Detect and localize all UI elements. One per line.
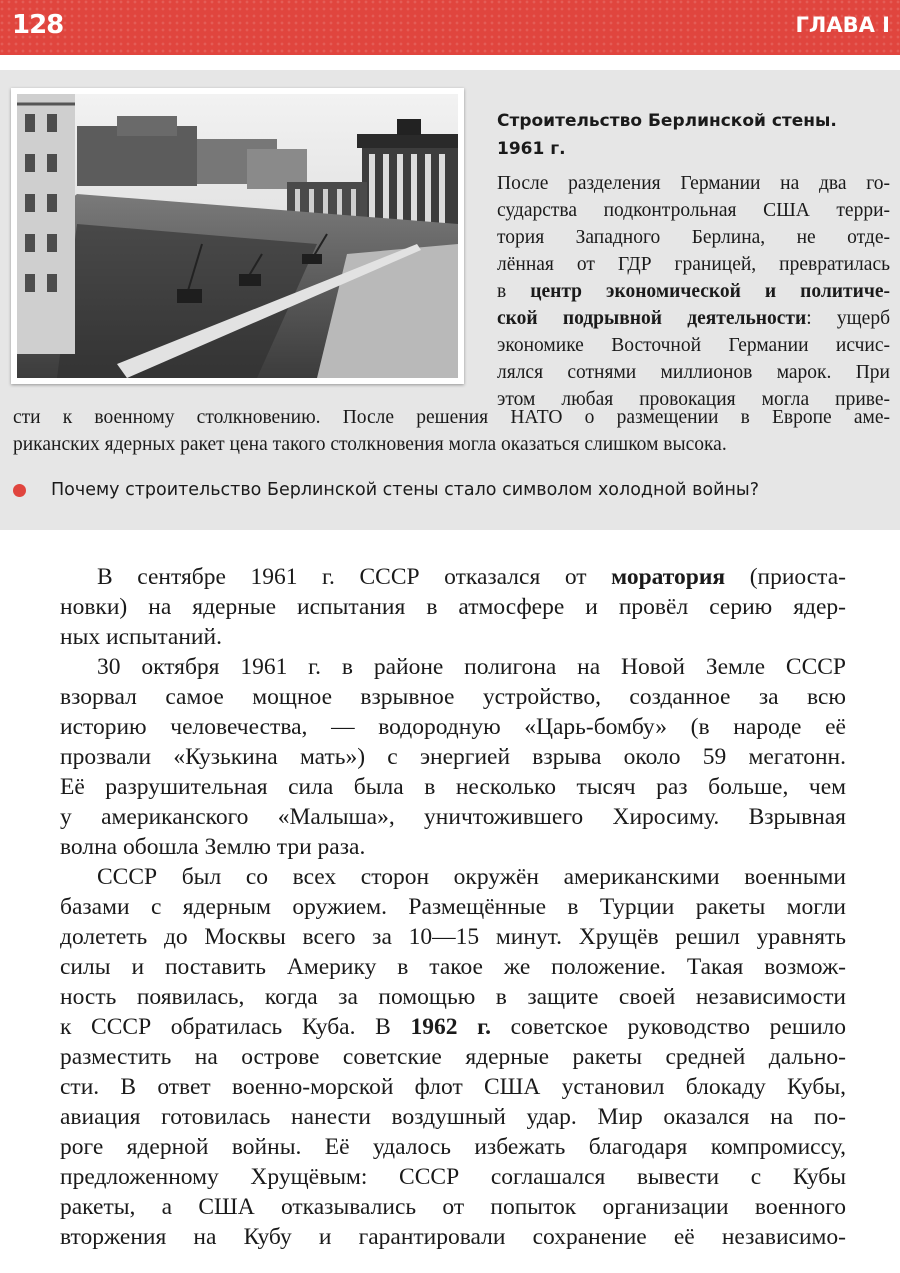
box-title	[497, 107, 877, 163]
paragraph-line: Её разрушительная сила была в несколько тысяч раз больше, чем	[60, 774, 846, 800]
box-text-line: тория Западного Берлина, не отде-	[497, 227, 890, 248]
info-box	[0, 70, 900, 530]
box-title-line-2: 1961 г.	[497, 139, 566, 159]
box-text-line: этом любая провокация могла приве-	[497, 389, 890, 410]
box-text	[497, 170, 890, 413]
box-text-continued	[13, 404, 890, 458]
paragraph-line: вторжения на Кубу и гарантировали сохранение её независимо-	[60, 1224, 846, 1250]
bold-term: 1962 г.	[410, 1014, 491, 1040]
box-text-line: лялся сотнями миллионов марок. При	[497, 362, 890, 383]
question-text: Почему строительство Берлинской стены стало символом холодной войны?	[51, 480, 760, 500]
box-text-line: экономике Восточной Германии исчис-	[497, 335, 890, 356]
paragraph-line: сти. В ответ военно-морской флот США установил блокаду Кубы,	[60, 1074, 846, 1100]
paragraph-line	[60, 1012, 846, 1042]
paragraph-line: СССР был со всех сторон окружён американскими военными	[97, 864, 846, 890]
box-text-line	[497, 278, 890, 305]
paragraph-line: авиация готовилась нанести воздушный удар. Мир оказался на по-	[60, 1104, 846, 1130]
paragraph-line: ракеты, а США отказывались от попыток организации военного	[60, 1194, 846, 1220]
bullet-dot-icon	[13, 484, 26, 497]
chapter-label: ГЛАВА I	[795, 13, 890, 37]
text-fragment: к СССР обратилась Куба. В	[60, 1014, 411, 1040]
box-text-line	[497, 305, 890, 332]
paragraph-line: у американского «Малыша», уничтожившего Хиросиму. Взрывная	[60, 804, 846, 830]
bold-term: центр экономической и политиче-	[530, 281, 890, 302]
box-title-line-1: Строительство Берлинской стены.	[497, 111, 837, 131]
paragraph-line: ных испытаний.	[60, 624, 222, 650]
paragraph-line: историю человечества, — водородную «Царь-бомбу» (в народе её	[60, 714, 846, 740]
main-text	[60, 562, 846, 1252]
page-header	[0, 0, 900, 55]
box-text-line: После разделения Германии на два го-	[497, 173, 890, 194]
box-text-line: сти к военному столкновению. После решения НАТО о размещении в Европе аме-	[13, 407, 890, 428]
box-text-fragment: : ущерб	[806, 308, 890, 329]
paragraph-line: взорвал самое мощное взрывное устройство, созданное за всю	[60, 684, 846, 710]
paragraph-line	[60, 562, 846, 592]
paragraph-line: ность появилась, когда за помощью в защите своей независимости	[60, 984, 846, 1010]
box-text-line: сударства подконтрольная США терри-	[497, 200, 890, 221]
page-number: 128	[12, 10, 64, 40]
paragraph-line: прозвали «Кузькина мать») с энергией взрыва около 59 мегатонн.	[60, 744, 846, 770]
box-text-line: лённая от ГДР границей, превратилась	[497, 254, 890, 275]
paragraph-line: долететь до Москвы всего за 10—15 минут. Хрущёв решил уравнять	[60, 924, 846, 950]
paragraph-line: новки) на ядерные испытания в атмосфере и провёл серию ядер-	[60, 594, 846, 620]
paragraph-line: предложенному Хрущёвым: СССР соглашался вывести с Кубы	[60, 1164, 846, 1190]
berlin-wall-photo	[17, 94, 458, 378]
bold-term: моратория	[611, 564, 726, 590]
photo-frame	[11, 88, 464, 384]
paragraph-line: роге ядерной войны. Её удалось избежать благодаря компромиссу,	[60, 1134, 846, 1160]
paragraph-line: базами с ядерным оружием. Размещённые в Турции ракеты могли	[60, 894, 846, 920]
box-text-line: риканских ядерных ракет цена такого столкновения могла оказаться слишком высока.	[13, 434, 727, 455]
text-fragment: В сентябре 1961 г. СССР отказался от	[97, 564, 612, 590]
box-text-fragment: в	[497, 281, 531, 302]
bold-term: ской подрывной деятельности	[497, 308, 807, 329]
text-fragment: советское руководство решило	[490, 1014, 846, 1040]
paragraph-line: разместить на острове советские ядерные ракеты средней дально-	[60, 1044, 846, 1070]
text-fragment: (приоста-	[725, 564, 846, 590]
paragraph-line: силы и поставить Америку в такое же положение. Такая возмож-	[60, 954, 846, 980]
paragraph-line: волна обошла Землю три раза.	[60, 834, 366, 860]
paragraph-line: 30 октября 1961 г. в районе полигона на Новой Земле СССР	[97, 654, 846, 680]
